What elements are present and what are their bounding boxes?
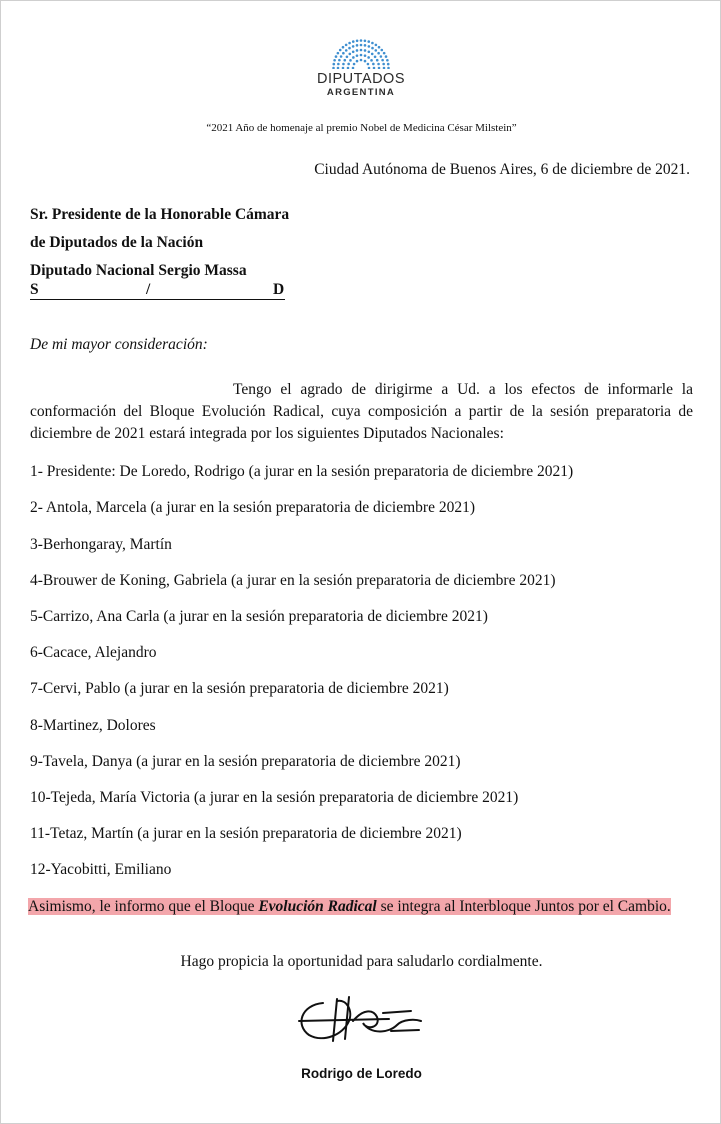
sd-line [30, 281, 285, 300]
closing-line: Hago propicia la oportunidad para saludarlo cordialmente. [180, 953, 543, 970]
interbloque-paragraph [28, 897, 694, 917]
member-item: 11-Tetaz, Martín (a jurar en la sesión preparatoria de diciembre 2021) [30, 825, 462, 842]
member-item: 9-Tavela, Danya (a jurar en la sesión preparatoria de diciembre 2021) [30, 753, 461, 770]
member-item: 4-Brouwer de Koning, Gabriela (a jurar en la sesión preparatoria de diciembre 2021) [30, 572, 556, 589]
letter-date: Ciudad Autónoma de Buenos Aires, 6 de diciembre de 2021. [314, 161, 690, 178]
highlight-text-after: se integra al Interbloque Juntos por el Cambio. [376, 898, 671, 915]
logo-country-text: ARGENTINA [326, 87, 396, 98]
hemicycle-dots-icon [330, 39, 392, 69]
member-item: 5-Carrizo, Ana Carla (a jurar en la sesión preparatoria de diciembre 2021) [30, 608, 488, 625]
member-item: 6-Cacace, Alejandro [30, 644, 157, 661]
member-item: 7-Cervi, Pablo (a jurar en la sesión preparatoria de diciembre 2021) [30, 680, 449, 697]
salutation: De mi mayor consideración: [30, 336, 208, 353]
diputados-logo [301, 39, 421, 109]
sd-d: D [273, 281, 285, 298]
member-item: 10-Tejeda, María Victoria (a jurar en la sesión preparatoria de diciembre 2021) [30, 789, 519, 806]
bloc-name: Evolución Radical [258, 898, 377, 915]
body-paragraph: Tengo el agrado de dirigirme a Ud. a los efectos de informarle la conformación del Bloque Evolución Radical, cuya composición a partir de la sesión preparatoria de diciembre de 2021 estará integrada por los siguientes Diputados Nacionales: [30, 381, 693, 442]
sd-s: S [30, 281, 39, 298]
handwritten-signature [293, 991, 425, 1054]
member-item: 12-Yacobitti, Emiliano [30, 861, 172, 878]
logo-brand-text: DIPUTADOS [316, 71, 406, 87]
motto: “2021 Año de homenaje al premio Nobel de Medicina César Milstein” [206, 122, 517, 134]
sd-slash: / [146, 281, 151, 298]
address-line: Diputado Nacional Sergio Massa [30, 262, 247, 279]
member-item: 3-Berhongaray, Martín [30, 536, 172, 553]
member-item: 8-Martinez, Dolores [30, 717, 156, 734]
address-line: de Diputados de la Nación [30, 234, 204, 251]
member-item: 2- Antola, Marcela (a jurar en la sesión preparatoria de diciembre 2021) [30, 499, 476, 516]
highlight-text-before: Asimismo, le informo que el Bloque [28, 898, 259, 915]
signer-name: Rodrigo de Loredo [301, 1066, 422, 1081]
address-line: Sr. Presidente de la Honorable Cámara [30, 206, 290, 223]
member-item: 1- Presidente: De Loredo, Rodrigo (a jurar en la sesión preparatoria de diciembre 2021) [30, 463, 574, 480]
